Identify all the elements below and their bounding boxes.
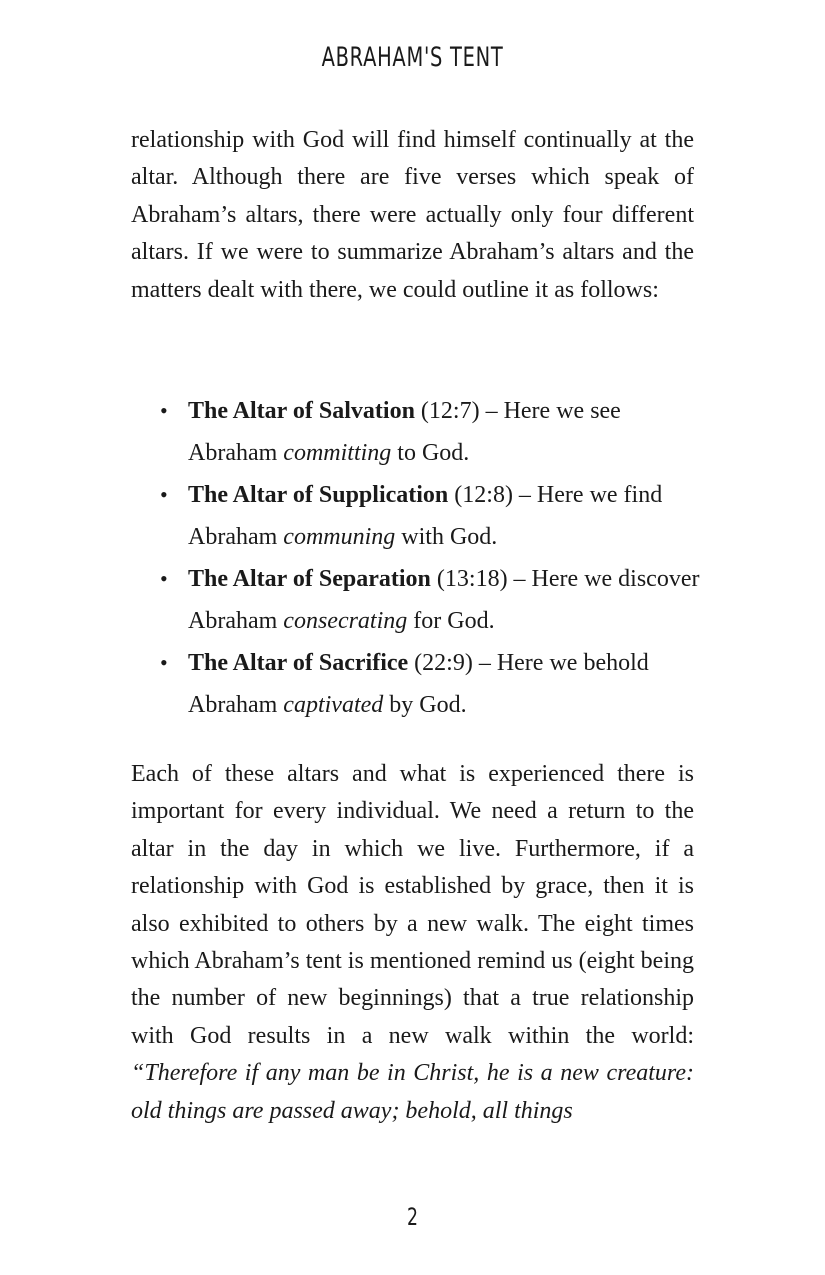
altar-title: The Altar of Separation: [188, 566, 431, 592]
altar-title: The Altar of Salvation: [188, 398, 415, 424]
page-number: 2: [406, 1203, 419, 1231]
paragraph-main: [131, 756, 694, 1130]
altar-ending: for God.: [407, 608, 495, 634]
altar-ending: to God.: [391, 440, 470, 466]
altar-reference: (12:7) – Here we see Abraham: [188, 398, 621, 466]
running-head: ABRAHAM'S TENT: [321, 42, 504, 73]
altar-ending: with God.: [395, 524, 498, 550]
altar-ending: by God.: [383, 692, 467, 718]
list-item-altar-separation: [160, 558, 700, 642]
paragraph-main-text: Each of these altars and what is experienced there is important for every individual. We need a return to the altar in the day in which we live. Furthermore, if a relationship with God is established by grace, then it is also exhibited to others by a new walk. The eight times which Abraham’s tent is mentioned remind us (eight being the number of new beginnings) that a true relationship with God results in a new walk within the world:: [131, 761, 694, 1049]
altar-keyword: consecrating: [283, 608, 408, 634]
altar-title: The Altar of Supplication: [188, 482, 449, 508]
altar-reference: (13:18) – Here we discover Abraham: [188, 566, 700, 634]
altar-title: The Altar of Sacrifice: [188, 650, 409, 676]
list-item-altar-supplication: [160, 474, 700, 558]
altar-reference: (12:8) – Here we find Abraham: [188, 482, 663, 550]
altar-keyword: captivated: [283, 692, 384, 718]
altar-reference: (22:9) – Here we behold Abraham: [188, 650, 649, 718]
paragraph-intro: relationship with God will find himself continually at the altar. Although there are five verses which speak of Abraham’s altars, there were actually only four different altars. If we were to summarize Abraham’s altars and the matters dealt with there, we could outline it as follows:: [131, 127, 694, 303]
list-item-altar-sacrifice: [160, 642, 700, 726]
scripture-quote: “Therefore if any man be in Christ, he is a new creature: old things are passed away; behold, all things: [131, 1060, 694, 1124]
altar-keyword: committing: [283, 440, 392, 466]
list-item-altar-salvation: [160, 390, 700, 474]
altar-keyword: communing: [283, 524, 396, 550]
altar-list: [160, 390, 700, 726]
